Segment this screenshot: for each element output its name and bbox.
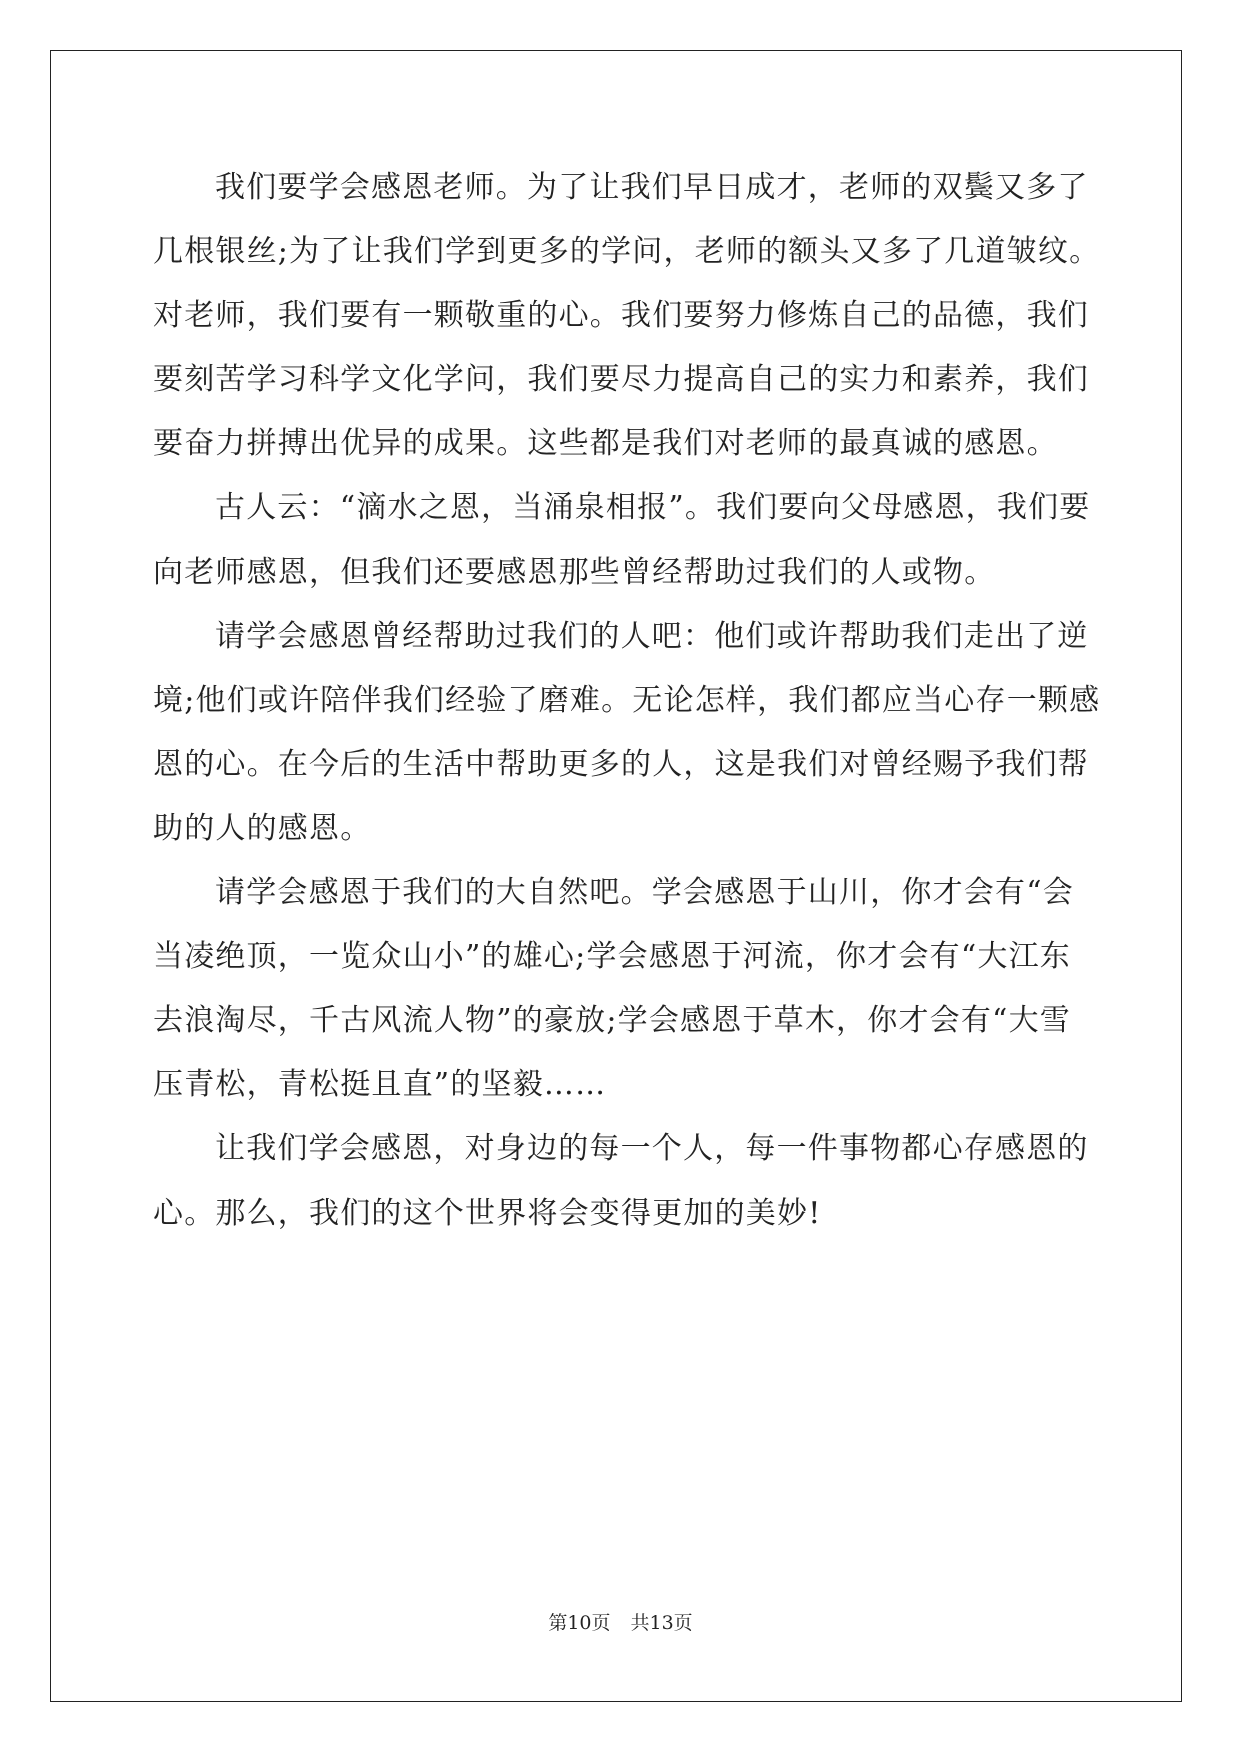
- text-line: 古人云：“滴水之恩，当涌泉相报”。我们要向父母感恩，我们要: [215, 490, 1091, 526]
- text-line: 几根银丝;为了让我们学到更多的学问，老师的额头又多了几道皱纹。: [153, 234, 1101, 270]
- page-footer: [0, 1608, 1241, 1635]
- text-line: 请学会感恩于我们的大自然吧。学会感恩于山川，你才会有“会: [215, 875, 1074, 911]
- text-line: 压青松，青松挺且直”的坚毅……: [153, 1067, 607, 1103]
- text-line: 让我们学会感恩，对身边的每一个人，每一件事物都心存感恩的: [215, 1131, 1089, 1167]
- text-line: 我们要学会感恩老师。为了让我们早日成才，老师的双鬓又多了: [215, 170, 1089, 205]
- text-line: 对老师，我们要有一颗敬重的心。我们要努力修炼自己的品德，我们: [153, 298, 1089, 334]
- text-line: 去浪淘尽，千古风流人物”的豪放;学会感恩于草木，你才会有“大雪: [153, 1003, 1071, 1039]
- text-line: 境;他们或许陪伴我们经验了磨难。无论怎样，我们都应当心存一颗感: [153, 682, 1101, 718]
- page-number: 第10页: [548, 1612, 611, 1634]
- text-line: 向老师感恩，但我们还要感恩那些曾经帮助过我们的人或物。: [153, 554, 996, 590]
- text-line: 要刻苦学习科学文化学问，我们要尽力提高自己的实力和素养，我们: [153, 362, 1089, 398]
- page-total: 共13页: [630, 1612, 693, 1634]
- text-line: 助的人的感恩。: [153, 810, 372, 846]
- text-line: 请学会感恩曾经帮助过我们的人吧：他们或许帮助我们走出了逆: [215, 618, 1089, 654]
- text-line: 要奋力拼搏出优异的成果。这些都是我们对老师的最真诚的感恩。: [153, 426, 1058, 462]
- text-line: 恩的心。在今后的生活中帮助更多的人，这是我们对曾经赐予我们帮: [153, 746, 1089, 782]
- document-body: [153, 156, 1101, 1246]
- text-line: 当凌绝顶，一览众山小”的雄心;学会感恩于河流，你才会有“大江东: [153, 939, 1071, 975]
- text-line: 心。那么，我们的这个世界将会变得更加的美妙!: [153, 1195, 822, 1231]
